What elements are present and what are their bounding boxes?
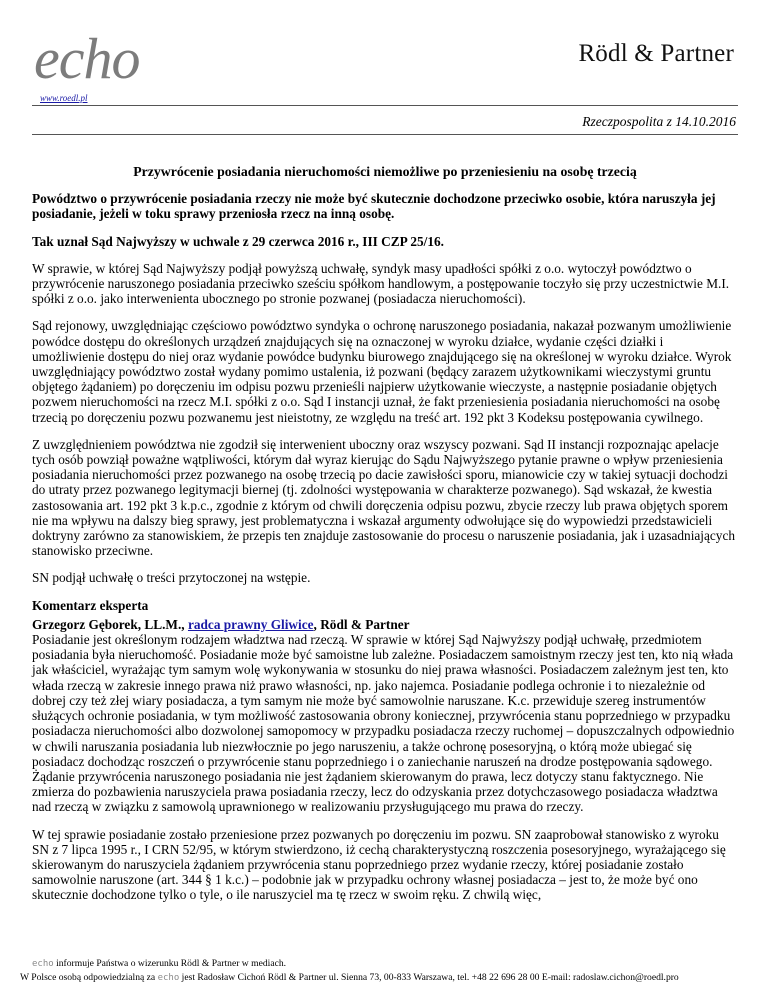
comment-heading: Komentarz eksperta xyxy=(32,597,149,613)
paragraph-4: SN podjął uchwałę o treści przytoczonej na wstępie. xyxy=(32,570,311,586)
footer-line-2 xyxy=(20,971,679,985)
footer-line-1 xyxy=(32,957,679,971)
paragraph-6: W tej sprawie posiadanie zostało przeniesione przez pozwanych po doręczeniu im pozwu. SN zaaprobował stanowisko z wyroku SN z 7 lipca 1995 r., I CRN 52/95, w którym stwierdzono, iż cechą charakterystyczną roszczenia posesoryjnego, wyrażającego się skierowanym do naruszyciela żądaniem przywrócenia stanu poprzedniego przez wydanie rzeczy, której posiadanie zostało samowolnie naruszone (art. 344 § 1 k.c.) – podobnie jak w przypadku ochrony własnej posiadacza – jest to, że może być ono skutecznie dochodzone tylko o tyle, o ile naruszyciel ma tę rzecz w swoim ręku. Z chwilą więc, xyxy=(32,826,726,903)
paragraph-3: Z uwzględnieniem powództwa nie zgodził się interwenient uboczny oraz wszyscy pozwani. Sąd II instancji rozpoznając apelacje tych osób powziął poważne wątpliwości, którym dał wyraz kierując do Sądu Najwyższego pytanie prawne o wpływ przeniesienia posiadania nieruchomości przez pozwanego na osobę trzecią po dacie zawisłości sporu, mianowicie czy w takiej sytuacji dochodzi do utraty przez pozwanego legitymacji biernej (tj. zdolności występowania w charakterze pozwanego). Sąd wskazał, że kwestia zastosowania art. 192 pkt 3 k.p.c., zgodnie z którym od chwili doręczenia odpisu pozwu, zbycie rzeczy lub prawa objętych sporem nie ma wpływu na dalszy bieg sprawy, jest problematyczna i wskazał argumenty odwołujące się do wypowiedzi przedstawicieli doktryny zarówno za stanowiskiem, że przepis ten znajduje zastosowanie do procesu o naruszenie posiadania, jak i uzasadniających stanowisko przeciwne. xyxy=(32,436,736,559)
paragraph-2: Sąd rejonowy, uwzględniając częściowo powództwo syndyka o ochronę naruszonego posiadania, nakazał pozwanym umożliwienie powódce dostępu do określonych urządzeń znajdujących się na oznaczonej w wyroku działce, wydanie części działki i umożliwienie dostępu do niej oraz wydanie powódce budynku biurowego znajdującego się na określonej w wyroku działce. Wyrok uwzględniający powództwo został wydany pomimo ustalenia, iż pozwani (będący zarazem użytkownikami wieczystymi gruntu objętego żądaniem) po doręczeniu im odpisu pozwu przenieśli najpierw użytkowanie wieczyste, a następnie posiadanie objętych pozwem nieruchomości na rzecz M.I. spółki z o.o. Sąd I instancji uznał, że fakt przeniesienia posiadania nieruchomości na osobę trzecią po doręczeniu pozwu pozwanemu jest nieistotny, ze względu na treść art. 192 pkt 3 Kodeksu postępowania cywilnego. xyxy=(32,318,732,425)
footer-echo-word: echo xyxy=(32,959,54,969)
article-body xyxy=(32,164,738,915)
firm-logo: Rödl & Partner xyxy=(578,40,734,67)
source-date: Rzeczpospolita z 14.10.2016 xyxy=(582,114,736,129)
article-title: Przywrócenie posiadania nieruchomości niemożliwe po przeniesieniu na osobę trzecią xyxy=(133,164,637,179)
author-line xyxy=(32,617,738,632)
author-link[interactable]: radca prawny Gliwice xyxy=(187,616,314,632)
footer-line1-text: informuje Państwa o wizerunku Rödl & Partner w mediach. xyxy=(56,958,287,969)
footer xyxy=(20,957,679,985)
footer-echo-word-2: echo xyxy=(157,973,180,983)
header-bottom-rule xyxy=(32,134,738,135)
author-firm: , Rödl & Partner xyxy=(313,616,410,632)
footer-line2-start: W Polsce osobą odpowiedzialną za xyxy=(20,972,156,983)
header-top-rule xyxy=(32,105,738,106)
echo-logo: echo xyxy=(34,26,140,91)
author-name: Grzegorz Gęborek, LL.M., xyxy=(32,616,185,632)
paragraph-1: W sprawie, w której Sąd Najwyższy podjął powyższą uchwałę, syndyk masy upadłości spółki z o.o. wytoczył powództwo o przywrócenie naruszonego posiadania przeciwko sześciu spółkom handlowym, a postępowanie toczyło się przy uczestnictwie M.I. spółki z o.o. jako interwenienta ubocznego po stronie pozwanej (posiadacza nieruchomości). xyxy=(32,260,730,307)
article-ruling: Tak uznał Sąd Najwyższy w uchwale z 29 czerwca 2016 r., III CZP 25/16. xyxy=(32,233,444,249)
footer-line2-text: jest Radosław Cichoń Rödl & Partner ul. Sienna 73, 00-833 Warszawa, tel. +48 22 696 28 00 E-mail: radoslaw.cichon@roedl.pro xyxy=(181,972,679,983)
paragraph-5: Posiadanie jest określonym rodzajem władztwa nad rzeczą. W sprawie w której Sąd Najwyższy podjął uchwałę, przedmiotem posiadania była nieruchomość. Posiadanie może być samoistne lub zależne. Posiadaczem samoistnym rzeczy jest ten, kto nią włada jak właściciel, wyrażając tym samym wolę wykonywania w stosunku do niej prawa własności. Posiadaczem zależnym jest ten, kto włada rzeczą w zakresie innego prawa niż prawo własności, np. jako najemca. Posiadanie podlega ochronie i to niezależnie od dobrej czy też złej wiary posiadacza, a tym samym nie może być samowolnie naruszane. K.c. przewiduje szereg instrumentów służących ochronie posiadania, w tym możliwość zastosowania obrony koniecznej, przywrócenia stanu poprzedniego w przypadku posiadacza nieruchomości albo dozwolonej samopomocy w przypadku posiadacza rzeczy ruchomej – dopuszczalnych odpowiednio w chwili naruszania posiadania lub niezwłocznie po jego naruszeniu, a także ochronę posesoryjną, o którą może ubiegać się posiadacz dochodząc roszczeń o przywrócenie stanu poprzedniego i o zaniechanie naruszeń na drodze postępowania sądowego. Żądanie przywrócenia naruszonego posiadania nie jest żądaniem skierowanym do prawa, lecz dotyczy stanu faktycznego. Nie zmierza do pozbawienia naruszyciela prawa posiadania rzeczy, lecz do odzyskania przez dotychczasowego posiadacza władztwa nad rzeczą w związku z samowolą uprawnionego w realizowaniu przysługującego mu prawa do rzeczy. xyxy=(32,632,735,815)
website-link[interactable]: www.roedl.pl xyxy=(40,93,88,103)
article-lead: Powództwo o przywrócenie posiadania rzeczy nie może być skutecznie dochodzone przeciwko osobie, która naruszyła jej posiadanie, jeżeli w toku sprawy przeniosła rzecz na inną osobę. xyxy=(32,191,716,222)
